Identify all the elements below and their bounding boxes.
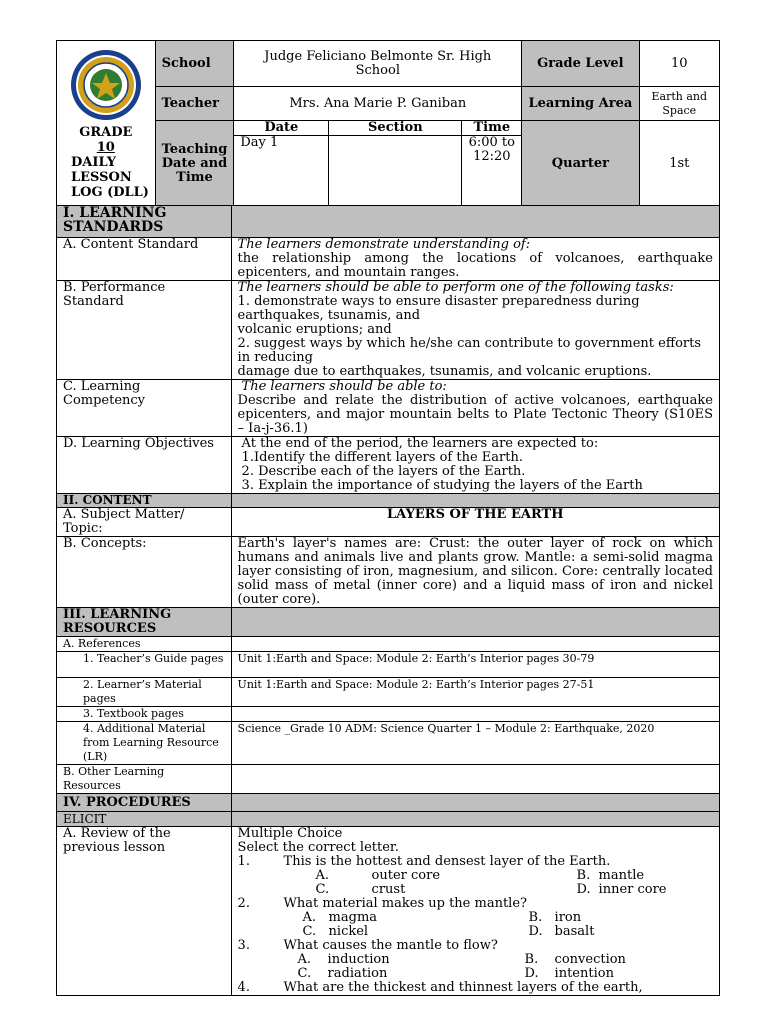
quarter-label: Quarter — [522, 121, 639, 207]
learning-resources-title: III. LEARNING RESOURCES — [57, 608, 232, 637]
option-letter: A. — [302, 910, 317, 925]
question-text: What are the thickest and thinnest layers of the earth, — [283, 980, 643, 995]
option-letter: A. — [297, 952, 312, 967]
subject-matter-label: A. Subject Matter/ Topic: — [57, 508, 232, 537]
content-standard-intro: The learners demonstrate understanding of: — [237, 237, 531, 252]
section-col-header: Section — [329, 121, 462, 136]
question-text: What causes the mantle to flow? — [283, 938, 498, 953]
option-text: basalt — [554, 924, 595, 939]
option-letter: B. — [576, 868, 591, 883]
option-letter: D. — [524, 966, 539, 981]
date-col-header: Date — [234, 121, 329, 136]
question-1 — [238, 855, 713, 869]
textbook-label: 3. Textbook pages — [57, 707, 232, 722]
option-text: radiation — [327, 966, 388, 981]
option-text: induction — [327, 952, 390, 967]
learning-competency-label: C. Learning Competency — [57, 380, 232, 437]
time-col-header: Time — [462, 121, 521, 136]
teachers-guide-label: 1. Teacher’s Guide pages — [57, 652, 232, 678]
option-letter: A. — [315, 868, 330, 883]
content-standard-label: A. Content Standard — [57, 238, 232, 281]
additional-material-value: Science _Grade 10 ADM: Science Quarter 1 – Module 2: Earthquake, 2020 — [231, 722, 719, 765]
question-4 — [238, 981, 713, 995]
review-label: A. Review of the previous lesson — [57, 827, 232, 996]
concepts-label: B. Concepts: — [57, 537, 232, 608]
school-seal-icon — [70, 49, 142, 121]
options-row — [238, 925, 713, 939]
question-number: 4. — [237, 980, 250, 995]
performance-item-1: 1. demonstrate ways to ensure disaster preparedness during earthquakes, tsunamis, and — [237, 294, 640, 323]
teachers-guide-value: Unit 1:Earth and Space: Module 2: Earth’s Interior pages 30-79 — [231, 652, 719, 678]
lesson-table — [56, 205, 720, 996]
option-letter: B. — [528, 910, 543, 925]
mc-title: Multiple Choice — [237, 826, 343, 841]
elicit-label: ELICIT — [57, 812, 232, 827]
option-text: iron — [554, 910, 582, 925]
question-number: 2. — [237, 896, 250, 911]
option-text: intention — [554, 966, 614, 981]
other-resources-label: B. Other Learning Resources — [57, 765, 232, 794]
grade-level-label: Grade Level — [522, 41, 639, 87]
quarter-value: 1st — [639, 121, 719, 207]
grade-cell — [57, 41, 156, 207]
references-label: A. References — [57, 637, 232, 652]
option-letter: D. — [528, 924, 543, 939]
performance-intro: The learners should be able to perform one of the following tasks: — [237, 280, 674, 295]
performance-standard-label: B. Performance Standard — [57, 281, 232, 380]
option-text: convection — [554, 952, 626, 967]
objective-1: 1.Identify the different layers of the Earth. — [241, 450, 523, 465]
grade-level-value: 10 — [639, 41, 719, 87]
objective-2: 2. Describe each of the layers of the Earth. — [241, 464, 526, 479]
options-row — [238, 953, 713, 967]
option-text: nickel — [328, 924, 369, 939]
time-value: 6:00 to 12:20 — [462, 136, 521, 207]
learning-standards-title: I. LEARNING STANDARDS — [57, 206, 232, 238]
options-row — [238, 869, 713, 883]
competency-intro: The learners should be able to: — [241, 379, 447, 394]
school-label: School — [155, 41, 234, 87]
grade-number: 10 — [96, 140, 115, 155]
dll-title: DAILY LESSON LOG (DLL) — [71, 155, 149, 200]
objective-3: 3. Explain the importance of studying the layers of the Earth — [241, 478, 643, 493]
learning-area-label: Learning Area — [522, 87, 639, 121]
option-letter: C. — [315, 882, 330, 897]
option-text: crust — [371, 882, 406, 897]
teacher-label: Teacher — [155, 87, 234, 121]
option-text: mantle — [598, 868, 645, 883]
option-letter: D. — [576, 882, 591, 897]
option-text: outer core — [371, 868, 441, 883]
learners-material-value: Unit 1:Earth and Space: Module 2: Earth’s Interior pages 27-51 — [231, 678, 719, 707]
option-text: magma — [328, 910, 378, 925]
mc-instruction: Select the correct letter. — [237, 840, 399, 855]
grade-label: GRADE — [79, 125, 133, 140]
school-value: Judge Feliciano Belmonte Sr. High School — [234, 41, 522, 87]
teacher-value: Mrs. Ana Marie P. Ganiban — [234, 87, 522, 121]
option-letter: B. — [524, 952, 539, 967]
date-section-time — [234, 121, 522, 207]
section-value — [329, 136, 462, 207]
additional-material-label: 4. Additional Material from Learning Resource (LR) — [57, 722, 232, 765]
date-value: Day 1 — [234, 136, 329, 207]
options-row — [238, 967, 713, 981]
question-text: What material makes up the mantle? — [283, 896, 527, 911]
competency-text: Describe and relate the distribution of active volcanoes, earthquake epicenters, and major mountain belts to Plate Tectonic Theory (S10ES – Ia-j-36.1) — [237, 393, 713, 436]
option-letter: C. — [302, 924, 317, 939]
options-row — [238, 911, 713, 925]
question-3 — [238, 939, 713, 953]
teaching-date-label: Teaching Date and Time — [155, 121, 234, 207]
option-letter: C. — [297, 966, 312, 981]
procedures-title: IV. PROCEDURES — [57, 794, 232, 812]
learners-material-label: 2. Learner’s Material pages — [57, 678, 232, 707]
performance-item-1b: volcanic eruptions; and — [237, 322, 392, 337]
learning-objectives-label: D. Learning Objectives — [57, 437, 232, 494]
question-2 — [238, 897, 713, 911]
performance-item-2b: damage due to earthquakes, tsunamis, and volcanic eruptions. — [237, 364, 652, 379]
content-standard-text: the relationship among the locations of volcanoes, earthquake epicenters, and mountain ranges. — [237, 251, 713, 280]
concepts-text: Earth's layer's names are: Crust: the outer layer of rock on which humans and animals live and plants grow. Mantle: a semi-solid magma layer consisting of iron, magnesium, and silicon. Core: centrally located solid mass of metal (inner core) and a liquid mass of iron and nickel (outer core). — [231, 537, 719, 608]
learning-area-value: Earth and Space — [639, 87, 719, 121]
question-number: 1. — [237, 854, 250, 869]
performance-item-2: 2. suggest ways by which he/she can contribute to government efforts in reducing — [237, 336, 702, 365]
options-row — [238, 883, 713, 897]
option-text: inner core — [598, 882, 667, 897]
question-text: This is the hottest and densest layer of the Earth. — [283, 854, 611, 869]
subject-matter-value: LAYERS OF THE EARTH — [231, 508, 719, 537]
header-table — [56, 40, 720, 207]
question-number: 3. — [237, 938, 250, 953]
content-title: II. CONTENT — [57, 494, 232, 508]
objectives-intro: At the end of the period, the learners are expected to: — [241, 436, 599, 451]
